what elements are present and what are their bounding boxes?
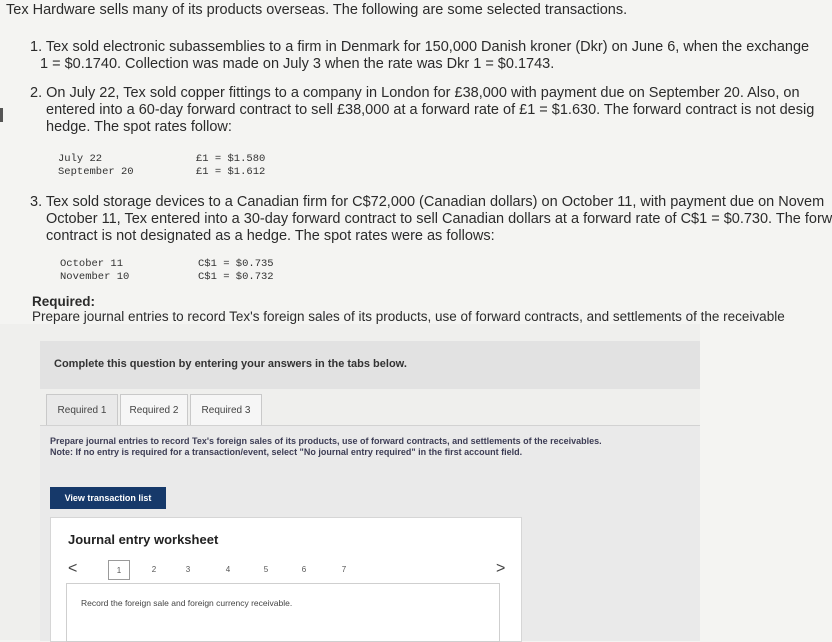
transaction-3-line: 3. Tex sold storage devices to a Canadian firm for C$72,000 (Canadian dollars) on October 11, with payment due on Novem: [30, 194, 825, 210]
rate-date: November 10: [60, 271, 130, 283]
rate-row: [58, 153, 265, 166]
rate-date: October 11: [60, 258, 124, 270]
rate-value: £1 = $1.580: [196, 153, 266, 165]
transaction-1-line: 1. Tex sold electronic subassemblies to a firm in Denmark for 150,000 Danish kroner (Dkr) on June 6, when the exchange: [30, 39, 810, 55]
rate-value: C$1 = $0.732: [198, 271, 274, 283]
rate-row: [58, 166, 265, 179]
page-2[interactable]: 2: [151, 564, 157, 574]
rate-row: [60, 258, 274, 271]
transaction-3-line: October 11, Tex entered into a 30-day forward contract to sell Canadian dollars at a forward rate of C$1 = $0.730. The forw: [46, 211, 832, 227]
complete-banner: [40, 341, 700, 389]
tab-label: Required 3: [201, 404, 251, 416]
worksheet-pager: [64, 558, 524, 582]
transaction-3: [30, 194, 832, 245]
transaction-3-line: contract is not designated as a hedge. The spot rates were as follows:: [46, 228, 495, 244]
journal-entry-box: [66, 583, 500, 642]
rate-row: [60, 271, 274, 284]
transaction-2-line: entered into a 60-day forward contract to sell £38,000 at a forward rate of £1 = $1.630. The forward contract is not desig: [46, 102, 815, 118]
cad-spot-rates: [60, 258, 274, 284]
transaction-1-line: 1 = $0.1740. Collection was made on July 3 when the rate was Dkr 1 = $0.1743.: [40, 56, 555, 72]
requirement-tabs: [46, 394, 264, 426]
tab-required-1[interactable]: [46, 394, 118, 425]
entry-description: Record the foreign sale and foreign currency receivable.: [81, 598, 293, 608]
page-6[interactable]: 6: [301, 564, 307, 574]
gbp-spot-rates: [58, 153, 265, 179]
page-7[interactable]: 7: [341, 564, 347, 574]
tab-required-3[interactable]: [190, 394, 262, 425]
complete-banner-text: Complete this question by entering your answers in the tabs below.: [54, 358, 407, 370]
worksheet-title: Journal entry worksheet: [68, 532, 219, 547]
tab-instructions: [50, 436, 602, 458]
rate-value: C$1 = $0.735: [198, 258, 274, 270]
next-page-icon[interactable]: >: [496, 560, 506, 577]
rate-date: September 20: [58, 166, 134, 178]
page-4[interactable]: 4: [225, 564, 231, 574]
instruction-note: Note: If no entry is required for a transaction/event, select "No journal entry required" in the first account field.: [50, 447, 523, 457]
page-1[interactable]: 1: [108, 560, 130, 580]
tab-label: Required 2: [129, 404, 179, 416]
tab-required-2[interactable]: [120, 394, 188, 425]
page-list: [98, 560, 418, 580]
instruction-line: Prepare journal entries to record Tex's foreign sales of its products, use of forward contracts, and settlements of the receivables.: [50, 436, 602, 446]
problem-intro: Tex Hardware sells many of its products overseas. The following are some selected transactions.: [6, 2, 628, 18]
view-transaction-list-button[interactable]: View transaction list: [50, 487, 166, 509]
required-heading: Required:: [32, 294, 96, 309]
tab-label: Required 1: [57, 404, 107, 416]
required-section: [32, 294, 785, 324]
rate-date: July 22: [58, 153, 103, 165]
prev-page-icon[interactable]: <: [68, 560, 78, 577]
edge-marker: [0, 108, 3, 122]
page-3[interactable]: 3: [185, 564, 191, 574]
transaction-2: [30, 85, 814, 136]
page-5[interactable]: 5: [263, 564, 269, 574]
required-text: Prepare journal entries to record Tex's foreign sales of its products, use of forward contracts, and settlements of the receivable: [32, 309, 785, 324]
transaction-1: [30, 39, 809, 73]
rate-value: £1 = $1.612: [196, 166, 266, 178]
transaction-2-line: hedge. The spot rates follow:: [46, 119, 232, 135]
transaction-2-line: 2. On July 22, Tex sold copper fittings to a company in London for £38,000 with payment due on September 20. Also, on: [30, 85, 800, 101]
